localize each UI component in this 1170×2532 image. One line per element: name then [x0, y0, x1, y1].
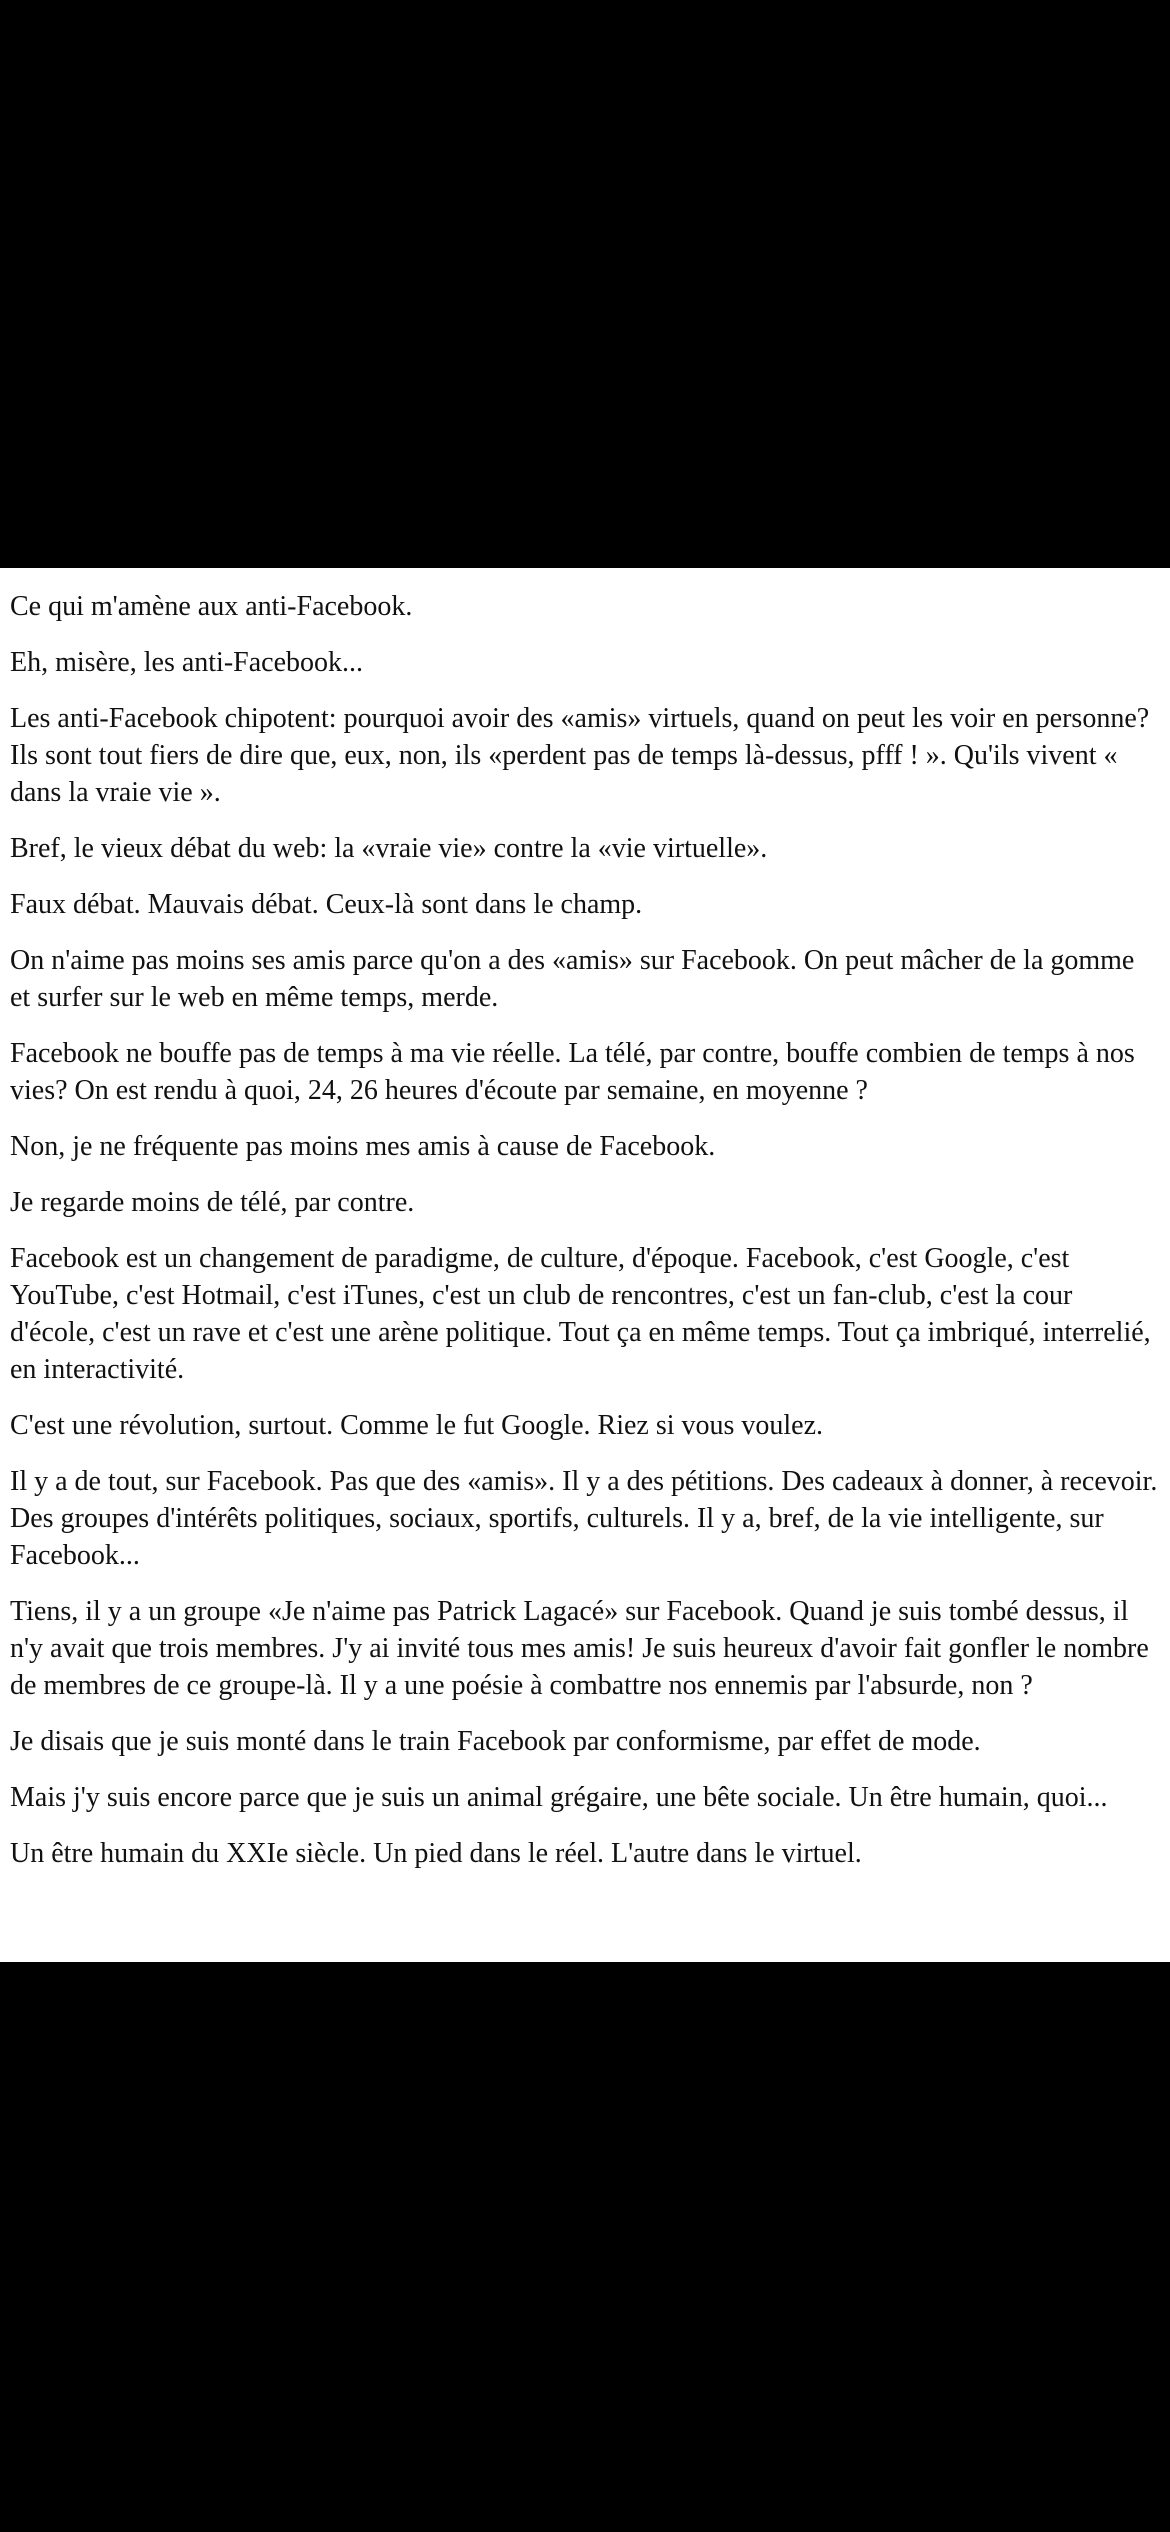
- paragraph: Un être humain du XXIe siècle. Un pied dans le réel. L'autre dans le virtuel.: [10, 1838, 862, 1869]
- paragraph: Il y a de tout, sur Facebook. Pas que des «amis». Il y a des pétitions. Des cadeaux à donner, à recevoir. Des groupes d'intérêts politiques, sociaux, sportifs, culturels. Il y a, bref, de la vie intelligente, sur Facebook...: [10, 1466, 1158, 1571]
- paragraph: Non, je ne fréquente pas moins mes amis à cause de Facebook.: [10, 1131, 716, 1162]
- paragraph: On n'aime pas moins ses amis parce qu'on a des «amis» sur Facebook. On peut mâcher de la gomme et surfer sur le web en même temps, merde.: [10, 945, 1135, 1013]
- paragraph: Ce qui m'amène aux anti-Facebook.: [10, 591, 413, 622]
- paragraph: Tiens, il y a un groupe «Je n'aime pas Patrick Lagacé» sur Facebook. Quand je suis tombé dessus, il n'y avait que trois membres. J'y ai invité tous mes amis! Je suis heureux d'avoir fait gonfler le nombre de membres de ce groupe-là. Il y a une poésie à combattre nos ennemis par l'absurde, non ?: [10, 1596, 1149, 1701]
- paragraph: C'est une révolution, surtout. Comme le fut Google. Riez si vous voulez.: [10, 1410, 824, 1441]
- paragraph: Faux débat. Mauvais débat. Ceux-là sont dans le champ.: [10, 889, 643, 920]
- paragraph: Mais j'y suis encore parce que je suis un animal grégaire, une bête sociale. Un être humain, quoi...: [10, 1782, 1108, 1813]
- paragraph: Les anti-Facebook chipotent: pourquoi avoir des «amis» virtuels, quand on peut les voir en personne? Ils sont tout fiers de dire que, eux, non, ils «perdent pas de temps là-dessus, pfff ! ». Qu'ils vivent « dans la vraie vie ».: [10, 703, 1150, 808]
- top-black-area: [0, 0, 1170, 568]
- bottom-black-area: [0, 1962, 1170, 2532]
- paragraph: Je disais que je suis monté dans le train Facebook par conformisme, par effet de mode.: [10, 1726, 981, 1757]
- paragraph: Facebook est un changement de paradigme, de culture, d'époque. Facebook, c'est Google, c'est YouTube, c'est Hotmail, c'est iTunes, c'est un club de rencontres, c'est un fan-club, c'est la cour d'école, c'est un rave et c'est une arène politique. Tout ça en même temps. Tout ça imbriqué, interrelié, en interactivité.: [10, 1243, 1151, 1385]
- paragraph: Eh, misère, les anti-Facebook...: [10, 647, 364, 678]
- article-body: [0, 568, 1170, 1962]
- paragraph: Facebook ne bouffe pas de temps à ma vie réelle. La télé, par contre, bouffe combien de temps à nos vies? On est rendu à quoi, 24, 26 heures d'écoute par semaine, en moyenne ?: [10, 1038, 1135, 1106]
- paragraph: Je regarde moins de télé, par contre.: [10, 1187, 415, 1218]
- paragraph: Bref, le vieux débat du web: la «vraie vie» contre la «vie virtuelle».: [10, 833, 768, 864]
